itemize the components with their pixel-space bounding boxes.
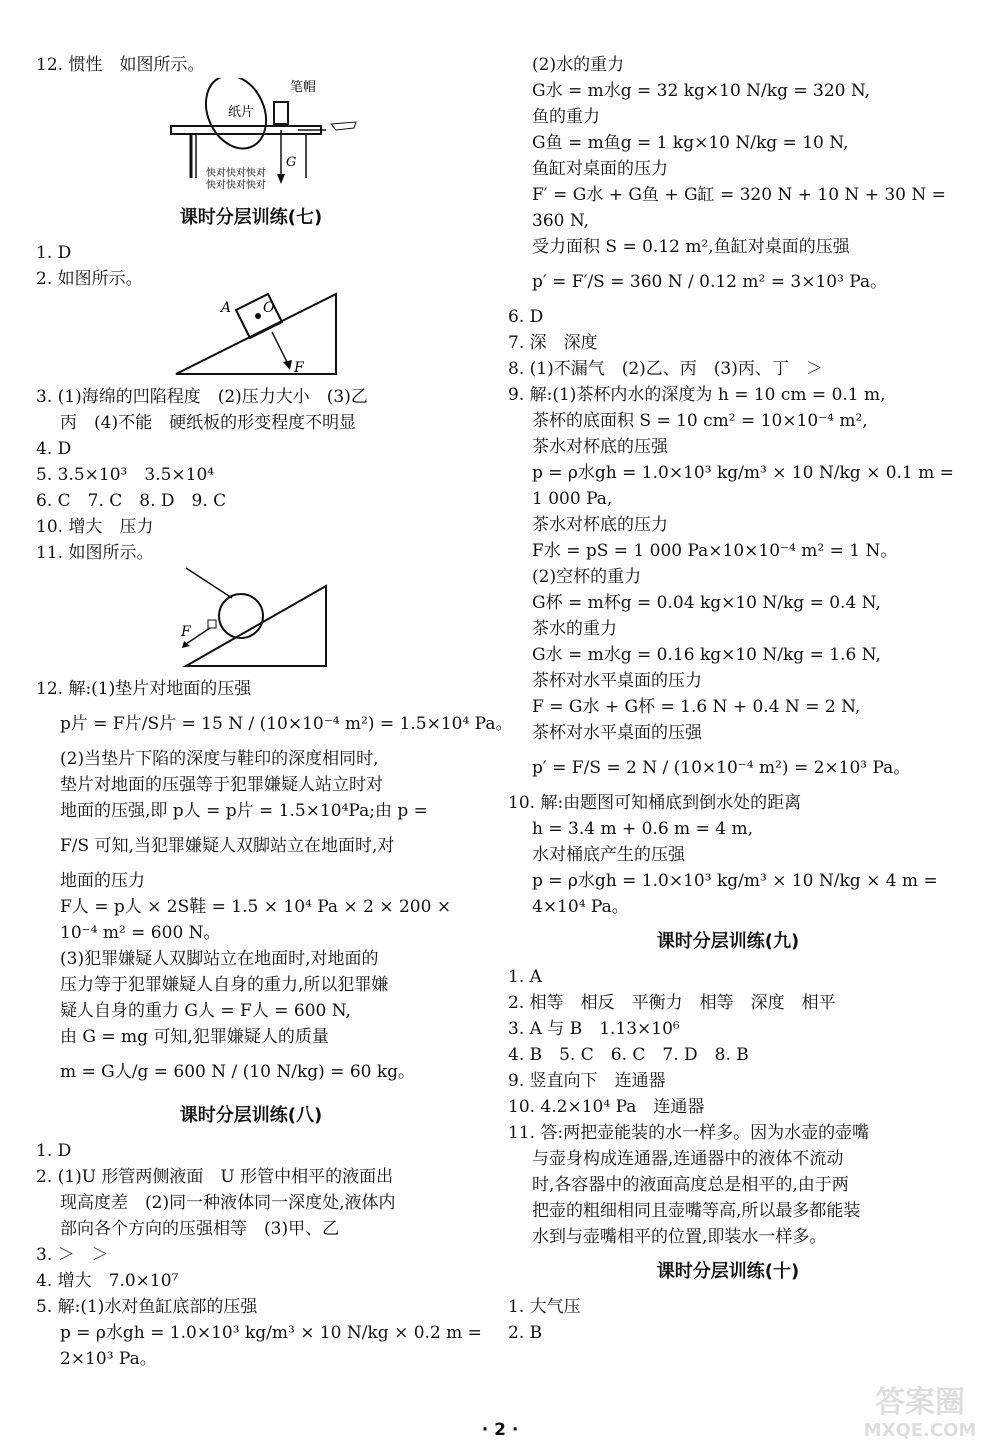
inertia-diagram: [36, 78, 466, 196]
answer-line: 10. 增大 压力: [36, 517, 154, 537]
answer-line: 与壶身构成连通器,连通器中的液体不流动: [532, 1149, 844, 1169]
answer-line: 1. 大气压: [508, 1297, 581, 1317]
answer-line: (2)空杯的重力: [532, 567, 642, 587]
watermark-logo: [850, 1378, 990, 1444]
answer-line: 鱼的重力: [532, 107, 600, 127]
answer-line: 茶杯对水平桌面的压力: [532, 671, 702, 691]
page-number: · 2 ·: [481, 1420, 519, 1440]
answer-line: 5. 3.5×10³ 3.5×10⁴: [36, 465, 215, 485]
ball-incline-diagram: [36, 566, 466, 676]
answer-line: (2)水的重力: [532, 55, 625, 75]
figure-inertia: [36, 78, 466, 196]
answer-line: 1. D: [36, 1141, 72, 1161]
answer-line: 茶水对杯底的压强: [532, 437, 668, 457]
formula-line: G水 = m水g = 0.16 kg×10 N/kg = 1.6 N,: [532, 645, 881, 665]
answer-line: 时,各容器中的液面高度总是相平的,由于两: [532, 1175, 849, 1195]
answer-line: 1. D: [36, 243, 72, 263]
label-G: G: [286, 155, 297, 170]
formula-line: 1 000 Pa,: [532, 489, 613, 509]
section-title-8: 课时分层训练(八): [179, 1105, 323, 1126]
formula-line: F = G水 + G杯 = 1.6 N + 0.4 N = 2 N,: [532, 697, 861, 717]
label-text2: 快对快对快对: [206, 180, 266, 191]
answer-line: 5. 解:(1)水对鱼缸底部的压强: [36, 1297, 258, 1317]
answer-line: 12. 解:(1)垫片对地面的压强: [36, 679, 252, 699]
formula-line: p片 = F片/S片 = 15 N / (10×10⁻⁴ m²) = 1.5×10⁴ Pa。: [60, 714, 513, 734]
answer-line: 2. (1)U 形管两侧液面 U 形管中相平的液面出: [36, 1167, 394, 1187]
section-title-9: 课时分层训练(九): [656, 931, 800, 952]
figure-ball-incline: [36, 566, 466, 676]
answer-line: 鱼缸对桌面的压力: [532, 159, 668, 179]
formula-line: p = ρ水gh = 1.0×10³ kg/m³ × 10 N/kg × 0.1 m =: [532, 463, 954, 483]
section-title-7: 课时分层训练(七): [179, 207, 323, 228]
formula-line: G鱼 = m鱼g = 1 kg×10 N/kg = 10 N,: [532, 133, 849, 153]
answer-line: 茶水对杯底的压力: [532, 515, 668, 535]
answer-line: 4. B 5. C 6. C 7. D 8. B: [508, 1045, 749, 1065]
figure-incline-block: [36, 292, 466, 384]
answer-line: 3. (1)海绵的凹陷程度 (2)压力大小 (3)乙: [36, 387, 368, 407]
answer-line: 疑人自身的重力 G人 = F人 = 600 N,: [60, 1001, 351, 1021]
right-column: [508, 52, 954, 1346]
answer-line: 丙 (4)不能 硬纸板的形变程度不明显: [60, 413, 357, 433]
incline-block-diagram: [36, 292, 466, 384]
answer-line: 茶水的重力: [532, 619, 617, 639]
answer-line: 压力等于犯罪嫌疑人自身的重力,所以犯罪嫌: [60, 975, 389, 995]
section-title-10: 课时分层训练(十): [656, 1261, 800, 1282]
answer-line: 4. D: [36, 439, 72, 459]
answer-line: 2. 如图所示。: [36, 269, 143, 289]
label-paper: 纸片: [228, 105, 255, 120]
answer-line: 茶杯对水平桌面的压强: [532, 723, 702, 743]
answer-line: 11. 答:两把壶能装的水一样多。因为水壶的壶嘴: [508, 1123, 870, 1143]
answer-line: 地面的压强,即 p人 = p片 = 1.5×10⁴Pa;由 p =: [60, 801, 428, 821]
formula-line: m = G人/g = 600 N / (10 N/kg) = 60 kg。: [60, 1062, 416, 1082]
formula-line: p = ρ水gh = 1.0×10³ kg/m³ × 10 N/kg × 4 m =: [532, 871, 938, 891]
answer-line: 受力面积 S = 0.12 m²,鱼缸对桌面的压强: [532, 237, 850, 257]
formula-line: F/S 可知,当犯罪嫌疑人双脚站立在地面时,对: [60, 836, 395, 856]
answer-line: 2. B: [508, 1323, 543, 1343]
formula-line: 茶杯的底面积 S = 10 cm² = 10×10⁻⁴ m²,: [532, 411, 868, 431]
answer-line: 11. 如图所示。: [36, 543, 154, 563]
answer-line: 7. 深 深度: [508, 333, 598, 353]
label-F: F: [294, 360, 304, 376]
answer-line: 6. D: [508, 307, 544, 327]
answer-line: 水到与壶嘴相平的位置,即装水一样多。: [532, 1227, 827, 1247]
label-cap: 笔帽: [290, 80, 317, 95]
answer-line: 部向各个方向的压强相等 (3)甲、乙: [60, 1219, 340, 1239]
formula-line: 10⁻⁴ m² = 600 N。: [60, 923, 221, 943]
answer-line: 4. 增大 7.0×10⁷: [36, 1271, 179, 1291]
answer-line: 9. 竖直向下 连通器: [508, 1071, 666, 1091]
answer-line: 3. ＞ ＞: [36, 1245, 109, 1265]
watermark-text: 答案圈: [875, 1385, 965, 1420]
formula-line: h = 3.4 m + 0.6 m = 4 m,: [532, 819, 753, 839]
formula-line: 4×10⁴ Pa。: [532, 897, 629, 917]
answer-line: 9. 解:(1)茶杯内水的深度为 h = 10 cm = 0.1 m,: [508, 385, 886, 405]
formula-line: 360 N,: [532, 211, 590, 231]
formula-line: G杯 = m杯g = 0.04 kg×10 N/kg = 0.4 N,: [532, 593, 881, 613]
answer-line: 8. (1)不漏气 (2)乙、丙 (3)丙、丁 ＞: [508, 359, 823, 379]
answer-line: 10. 解:由题图可知桶底到倒水处的距离: [508, 793, 802, 813]
formula-line: F人 = p人 × 2S鞋 = 1.5 × 10⁴ Pa × 2 × 200 ×: [60, 897, 452, 917]
formula-line: 2×10³ Pa。: [60, 1349, 157, 1369]
answer-line: (2)当垫片下陷的深度与鞋印的深度相同时,: [60, 749, 379, 769]
answer-line: 1. A: [508, 967, 542, 987]
answer-line: 水对桶底产生的压强: [532, 845, 685, 865]
answer-line: 10. 4.2×10⁴ Pa 连通器: [508, 1097, 705, 1117]
answer-line: 地面的压力: [60, 871, 145, 891]
answer-line: 2. 相等 相反 平衡力 相等 深度 相平: [508, 993, 836, 1013]
formula-line: F水 = pS = 1 000 Pa×10×10⁻⁴ m² = 1 N。: [532, 541, 898, 561]
label-text1: 快对快对快对: [206, 168, 266, 179]
answer-line: 12. 惯性 如图所示。: [36, 55, 205, 75]
answer-line: 3. A 与 B 1.13×10⁶: [508, 1019, 680, 1039]
left-column: [36, 52, 513, 1372]
formula-line: G水 = m水g = 32 kg×10 N/kg = 320 N,: [532, 81, 871, 101]
answer-line: 由 G = mg 可知,犯罪嫌疑人的质量: [60, 1027, 329, 1047]
formula-line: p′ = F′/S = 360 N / 0.12 m² = 3×10³ Pa。: [532, 272, 888, 292]
formula-line: p′ = F/S = 2 N / (10×10⁻⁴ m²) = 2×10³ Pa。: [532, 758, 911, 778]
answer-line: 把壶的粗细相同且壶嘴等高,所以最多都能装: [532, 1201, 861, 1221]
formula-line: F′ = G水 + G鱼 + G缸 = 320 N + 10 N + 30 N =: [532, 185, 946, 205]
label-F: F: [181, 624, 191, 640]
watermark-url: MXQE.COM: [863, 1420, 977, 1441]
answer-line: (3)犯罪嫌疑人双脚站立在地面时,对地面的: [60, 949, 379, 969]
answer-line: 现高度差 (2)同一种液体同一深度处,液体内: [60, 1193, 396, 1213]
label-A: A: [221, 300, 232, 316]
label-O: O: [263, 300, 275, 316]
answer-line: 6. C 7. C 8. D 9. C: [36, 491, 227, 511]
formula-line: p = ρ水gh = 1.0×10³ kg/m³ × 10 N/kg × 0.2 m =: [60, 1323, 482, 1343]
answer-line: 垫片对地面的压强等于犯罪嫌疑人站立时对: [60, 775, 383, 795]
